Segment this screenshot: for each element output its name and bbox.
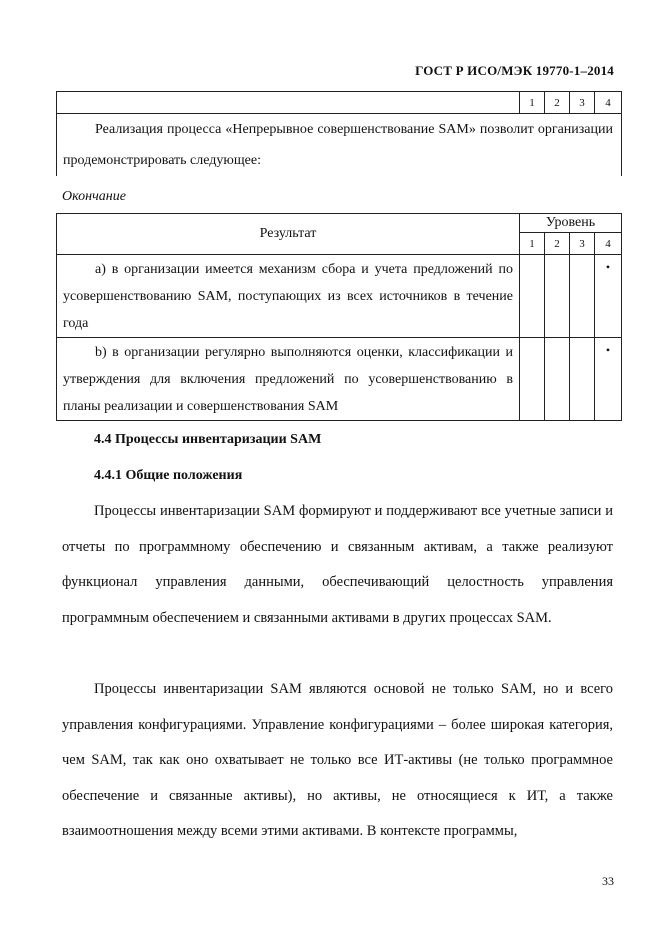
table-row bbox=[57, 255, 622, 338]
result-column-header: Результат bbox=[57, 214, 520, 255]
level-cell bbox=[545, 338, 570, 421]
body-paragraph: Процессы инвентаризации SAM являются основой не только SAM, но и всего управления конфигурациями. Управление конфигурациями – более широкая категория, чем SAM, так как оно охватывает не только все ИТ-активы (не только программное обеспечение и связанные активы), но активы, не относящиеся к ИТ, а также взаимоотношения между всеми этими активами. В контексте программы, bbox=[62, 681, 613, 839]
level-mark-bullet: • bbox=[595, 255, 622, 338]
section-title: 4.4 Процессы инвентаризации SAM bbox=[94, 432, 322, 447]
level-cell bbox=[520, 338, 545, 421]
table-row bbox=[57, 338, 622, 421]
level-cell bbox=[570, 338, 595, 421]
level-number: 1 bbox=[520, 92, 545, 114]
level-number: 2 bbox=[545, 233, 570, 255]
body-paragraph: Процессы инвентаризации SAM формируют и поддерживают все учетные записи и отчеты по программному обеспечению и связанным активам, а также реализуют функционал управления данными, обеспечивающий целостность управления программным обеспечением и связанными активами в других процессах SAM. bbox=[62, 503, 613, 626]
level-number: 2 bbox=[545, 92, 570, 114]
level-cell bbox=[570, 255, 595, 338]
level-cell bbox=[545, 255, 570, 338]
top-table-blank-cell bbox=[57, 92, 520, 114]
level-cell bbox=[520, 255, 545, 338]
continued-table bbox=[56, 91, 622, 176]
page-number: 33 bbox=[602, 874, 614, 888]
table-caption: Окончание bbox=[62, 189, 126, 204]
level-number: 3 bbox=[570, 233, 595, 255]
standard-header: ГОСТ Р ИСО/МЭК 19770-1–2014 bbox=[415, 63, 614, 78]
table-intro-text: Реализация процесса «Непрерывное совершенствование SAM» позволит организации продемонстрировать следующее: bbox=[57, 114, 622, 177]
result-text: b) в организации регулярно выполняются оценки, классификации и утверждения для включения предложений по усовершенствованию в планы реализации и совершенствования SAM bbox=[57, 338, 520, 421]
level-number: 4 bbox=[595, 92, 622, 114]
subsection-title: 4.4.1 Общие положения bbox=[94, 468, 243, 483]
level-column-header: Уровень bbox=[520, 214, 622, 233]
result-text: a) в организации имеется механизм сбора и учета предложений по усовершенствованию SAM, поступающих из всех источников в течение года bbox=[57, 255, 520, 338]
level-number: 1 bbox=[520, 233, 545, 255]
level-mark-bullet: • bbox=[595, 338, 622, 421]
result-table bbox=[56, 213, 622, 421]
level-number: 4 bbox=[595, 233, 622, 255]
level-number: 3 bbox=[570, 92, 595, 114]
